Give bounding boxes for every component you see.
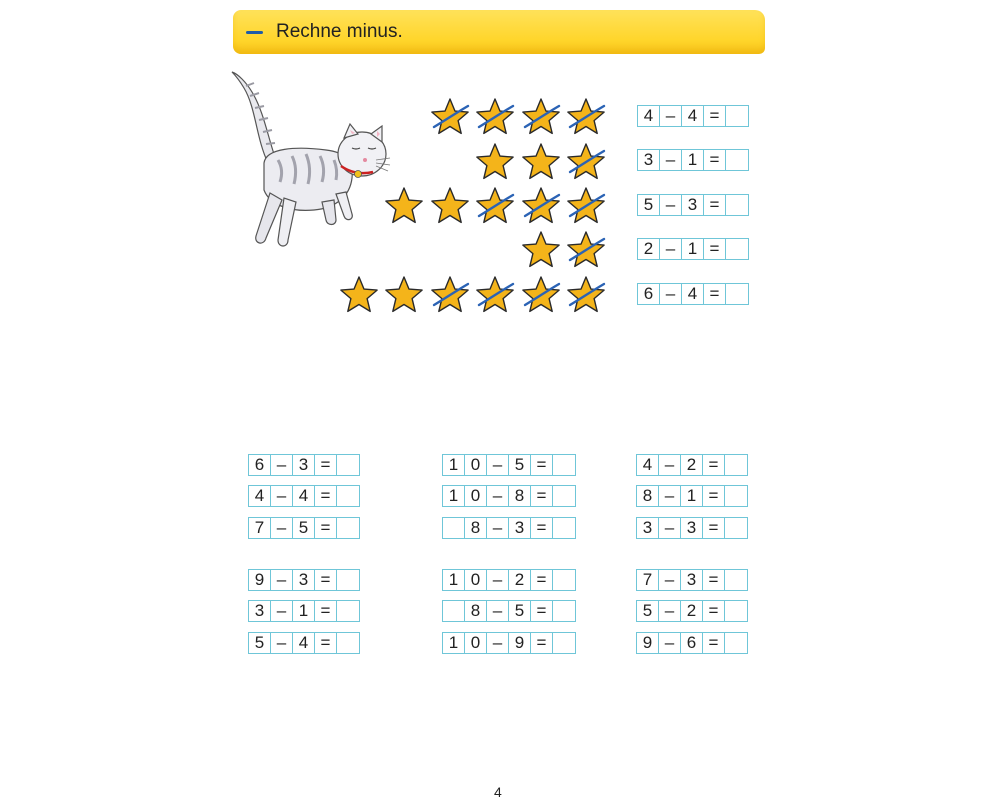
equation-box: [637, 105, 749, 127]
answer-field[interactable]: [553, 486, 575, 506]
crossed-star-icon: [566, 230, 606, 270]
equation-cell: =: [703, 570, 725, 590]
equation-box: [248, 454, 360, 476]
equation-cell: 8: [465, 518, 487, 538]
equation-cell: 5: [509, 455, 531, 475]
instruction-banner: [233, 10, 765, 54]
answer-field[interactable]: [726, 284, 748, 304]
equation-cell: 6: [638, 284, 660, 304]
crossed-star-icon: [566, 275, 606, 315]
crossed-star-icon: [475, 186, 515, 226]
equation-cell: –: [659, 486, 681, 506]
equation-cell: 0: [465, 486, 487, 506]
equation-cell: –: [660, 106, 682, 126]
equation-cell: =: [315, 518, 337, 538]
equation-cell: 8: [465, 601, 487, 621]
equation-cell: –: [487, 633, 509, 653]
equation-cell: –: [271, 570, 293, 590]
star-icon: [521, 230, 561, 270]
equation-cell: =: [704, 150, 726, 170]
equation-cell: 3: [682, 195, 704, 215]
equation-cell: –: [487, 455, 509, 475]
star-icon: [521, 142, 561, 182]
equation-cell: =: [531, 633, 553, 653]
equation-cell: 3: [681, 570, 703, 590]
equation-cell: –: [659, 601, 681, 621]
equation-cell: –: [660, 239, 682, 259]
equation-box: [442, 517, 576, 539]
equation-cell: 5: [293, 518, 315, 538]
equation-box: [636, 454, 748, 476]
equation-box: [636, 600, 748, 622]
crossed-star-icon: [566, 142, 606, 182]
star-icon: [384, 275, 424, 315]
equation-box: [248, 569, 360, 591]
equation-cell: [443, 518, 465, 538]
instruction-title: Rechne minus.: [276, 21, 403, 42]
answer-field[interactable]: [725, 633, 747, 653]
cat-illustration: [226, 68, 396, 253]
equation-cell: 4: [637, 455, 659, 475]
equation-box: [248, 632, 360, 654]
equation-cell: =: [315, 486, 337, 506]
answer-field[interactable]: [725, 601, 747, 621]
equation-cell: 3: [249, 601, 271, 621]
equation-cell: =: [531, 570, 553, 590]
answer-field[interactable]: [337, 518, 359, 538]
equation-cell: =: [703, 518, 725, 538]
equation-cell: 9: [509, 633, 531, 653]
equation-cell: 3: [293, 570, 315, 590]
equation-cell: =: [703, 633, 725, 653]
equation-cell: 4: [682, 106, 704, 126]
equation-cell: 4: [249, 486, 271, 506]
equation-cell: –: [659, 633, 681, 653]
answer-field[interactable]: [337, 486, 359, 506]
crossed-star-icon: [475, 97, 515, 137]
crossed-star-icon: [521, 97, 561, 137]
equation-box: [442, 632, 576, 654]
equation-cell: =: [704, 195, 726, 215]
answer-field[interactable]: [553, 633, 575, 653]
equation-cell: 8: [509, 486, 531, 506]
equation-cell: –: [271, 486, 293, 506]
equation-box: [636, 485, 748, 507]
equation-cell: 1: [443, 633, 465, 653]
equation-cell: 1: [443, 570, 465, 590]
equation-cell: –: [660, 284, 682, 304]
equation-cell: 0: [465, 570, 487, 590]
equation-box: [442, 600, 576, 622]
equation-cell: 5: [638, 195, 660, 215]
star-icon: [430, 186, 470, 226]
equation-cell: =: [704, 239, 726, 259]
crossed-star-icon: [521, 275, 561, 315]
equation-cell: 4: [682, 284, 704, 304]
answer-field[interactable]: [553, 455, 575, 475]
equation-cell: 3: [509, 518, 531, 538]
answer-field[interactable]: [337, 455, 359, 475]
answer-field[interactable]: [553, 518, 575, 538]
answer-field[interactable]: [553, 601, 575, 621]
equation-box: [636, 569, 748, 591]
answer-field[interactable]: [337, 570, 359, 590]
equation-cell: =: [315, 570, 337, 590]
equation-box: [248, 600, 360, 622]
equation-cell: =: [531, 455, 553, 475]
equation-cell: 5: [509, 601, 531, 621]
answer-field[interactable]: [725, 570, 747, 590]
page-number: 4: [494, 784, 502, 800]
equation-cell: 7: [249, 518, 271, 538]
equation-cell: =: [704, 106, 726, 126]
answer-field[interactable]: [726, 106, 748, 126]
answer-field[interactable]: [725, 486, 747, 506]
equation-cell: 2: [638, 239, 660, 259]
equation-cell: 2: [509, 570, 531, 590]
equation-cell: 4: [293, 633, 315, 653]
equation-cell: 8: [637, 486, 659, 506]
equation-cell: –: [271, 455, 293, 475]
equation-box: [248, 517, 360, 539]
equation-cell: 3: [637, 518, 659, 538]
equation-cell: –: [659, 455, 681, 475]
equation-cell: 6: [681, 633, 703, 653]
equation-box: [637, 238, 749, 260]
equation-box: [637, 149, 749, 171]
equation-cell: –: [660, 195, 682, 215]
equation-cell: 4: [638, 106, 660, 126]
equation-cell: 1: [682, 150, 704, 170]
equation-cell: 0: [465, 633, 487, 653]
answer-field[interactable]: [725, 518, 747, 538]
crossed-star-icon: [566, 97, 606, 137]
equation-cell: –: [659, 570, 681, 590]
equation-cell: 7: [637, 570, 659, 590]
equation-cell: 9: [249, 570, 271, 590]
answer-field[interactable]: [553, 570, 575, 590]
equation-box: [636, 632, 748, 654]
equation-cell: 1: [443, 486, 465, 506]
equation-cell: =: [531, 601, 553, 621]
equation-cell: =: [315, 633, 337, 653]
equation-cell: =: [704, 284, 726, 304]
answer-field[interactable]: [726, 195, 748, 215]
equation-cell: [443, 601, 465, 621]
equation-box: [442, 485, 576, 507]
equation-cell: –: [271, 633, 293, 653]
answer-field[interactable]: [725, 455, 747, 475]
star-icon: [339, 275, 379, 315]
equation-cell: 3: [681, 518, 703, 538]
equation-cell: –: [660, 150, 682, 170]
equation-cell: 2: [681, 455, 703, 475]
equation-cell: =: [315, 601, 337, 621]
equation-cell: –: [487, 570, 509, 590]
equation-cell: 2: [681, 601, 703, 621]
star-icon: [384, 186, 424, 226]
equation-cell: =: [531, 486, 553, 506]
equation-cell: 0: [465, 455, 487, 475]
equation-box: [442, 569, 576, 591]
equation-cell: 3: [293, 455, 315, 475]
equation-cell: 9: [637, 633, 659, 653]
equation-box: [637, 194, 749, 216]
equation-cell: –: [271, 601, 293, 621]
equation-cell: –: [487, 601, 509, 621]
crossed-star-icon: [430, 275, 470, 315]
answer-field[interactable]: [337, 633, 359, 653]
star-icon: [475, 142, 515, 182]
equation-cell: =: [703, 601, 725, 621]
crossed-star-icon: [566, 186, 606, 226]
crossed-star-icon: [430, 97, 470, 137]
equation-cell: 1: [682, 239, 704, 259]
equation-cell: =: [703, 486, 725, 506]
minus-sign-icon: [246, 31, 263, 34]
crossed-star-icon: [521, 186, 561, 226]
equation-cell: 1: [293, 601, 315, 621]
equation-cell: –: [659, 518, 681, 538]
equation-cell: –: [271, 518, 293, 538]
equation-cell: 1: [681, 486, 703, 506]
equation-cell: 6: [249, 455, 271, 475]
answer-field[interactable]: [726, 150, 748, 170]
equation-cell: 5: [637, 601, 659, 621]
equation-box: [636, 517, 748, 539]
equation-cell: 4: [293, 486, 315, 506]
equation-cell: 1: [443, 455, 465, 475]
equation-cell: 3: [638, 150, 660, 170]
answer-field[interactable]: [726, 239, 748, 259]
equation-box: [442, 454, 576, 476]
answer-field[interactable]: [337, 601, 359, 621]
crossed-star-icon: [475, 275, 515, 315]
equation-cell: 5: [249, 633, 271, 653]
equation-box: [637, 283, 749, 305]
equation-box: [248, 485, 360, 507]
equation-cell: –: [487, 518, 509, 538]
equation-cell: –: [487, 486, 509, 506]
equation-cell: =: [703, 455, 725, 475]
equation-cell: =: [315, 455, 337, 475]
equation-cell: =: [531, 518, 553, 538]
